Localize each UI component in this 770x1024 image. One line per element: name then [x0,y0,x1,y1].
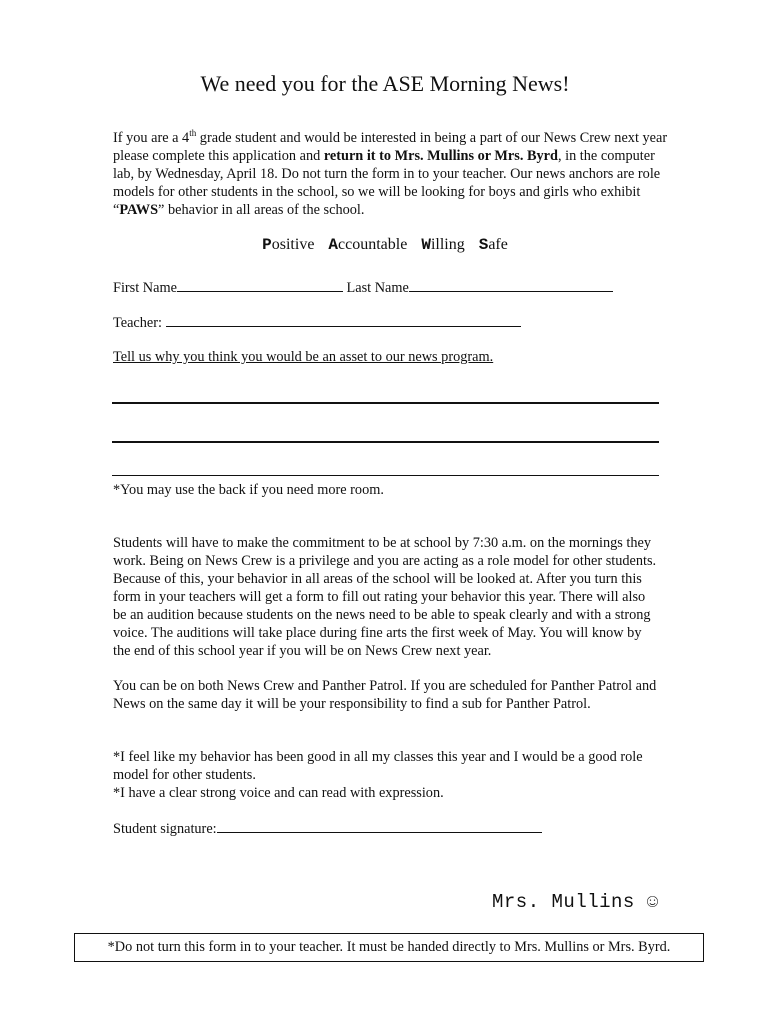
answer-line-2[interactable] [112,441,659,443]
paws-safe: afe [488,236,508,253]
paws-s-initial: S [478,236,489,254]
commitment-paragraph: Students will have to make the commitment to be at school by 7:30 a.m. on the mornings they work. Being on News Crew is a privilege and you are acting as a role model for other students. Because of this, your behavior in all areas of the school will be looked at. After you turn this form in your teachers will get a form to fill out rating your behavior this year. There will also be an audition because students on the news need to be able to speak clearly and with a strong voice. The auditions will take place during fine arts the first week of May. You will know by the end of this school year if you will be on News Crew next year. [113,535,657,659]
paws-w-initial: W [421,236,431,254]
intro-paragraph [113,124,673,219]
intro-text-1: If you are a 4 [113,129,190,146]
paws-willing: illing [430,236,465,253]
why-prompt: Tell us why you think you would be an asset to our news program. [113,349,494,365]
panther-patrol-paragraph: You can be on both News Crew and Panther Patrol. If you are scheduled for Panther Patrol and News on the same day it will be your responsibility to find a sub for Panther Patrol. [113,678,657,712]
pledge-behavior: *I feel like my behavior has been good in all my classes this year and I would be a good role model for other students. [113,749,643,783]
coordinator-signature [492,890,659,914]
pledge-voice: *I have a clear strong voice and can read with expression. [113,785,444,801]
paws-a-initial: A [328,236,339,254]
first-name-label: First Name [113,280,177,296]
intro-paws: PAWS [119,201,159,218]
intro-text-4: ” behavior in all areas of the school. [158,201,365,218]
back-note: *You may use the back if you need more room. [113,482,384,498]
paws-accountable: ccountable [338,236,408,253]
answer-line-3[interactable] [112,475,659,476]
page-title: We need you for the ASE Morning News! [200,71,570,96]
paws-acronym [0,234,770,256]
intro-text-3: , in the computer lab, by Wednesday, April 18. Do not turn the form in to your teacher. Our news anchors are role models for other students in the school, so we will be looking for boys and girls who exhibit “ [113,147,661,218]
last-name-label: Last Name [342,280,409,296]
signature-field[interactable] [217,819,542,833]
coordinator-name: Mrs. Mullins [492,891,635,913]
first-name-field[interactable] [177,278,343,292]
teacher-row [113,313,521,332]
signature-label: Student signature: [113,821,217,837]
name-row [113,278,613,297]
signature-row [113,819,542,838]
hand-in-notice: *Do not turn this form in to your teacher. It must be handed directly to Mrs. Mullins or Mrs. Byrd. [74,933,704,962]
teacher-label: Teacher: [113,315,166,331]
intro-superscript: th [189,128,197,138]
last-name-field[interactable] [409,278,613,292]
teacher-field[interactable] [166,313,521,327]
paws-positive: ositive [271,236,315,253]
intro-return-instruction: return it to Mrs. Mullins or Mrs. Byrd [323,147,558,164]
paws-p-initial: P [262,236,272,254]
smiley-icon: ☺ [646,891,659,913]
intro-text-2: grade student and would be interested in being a part of our News Crew next year please complete this application and [113,129,668,164]
answer-line-1[interactable] [112,402,659,404]
